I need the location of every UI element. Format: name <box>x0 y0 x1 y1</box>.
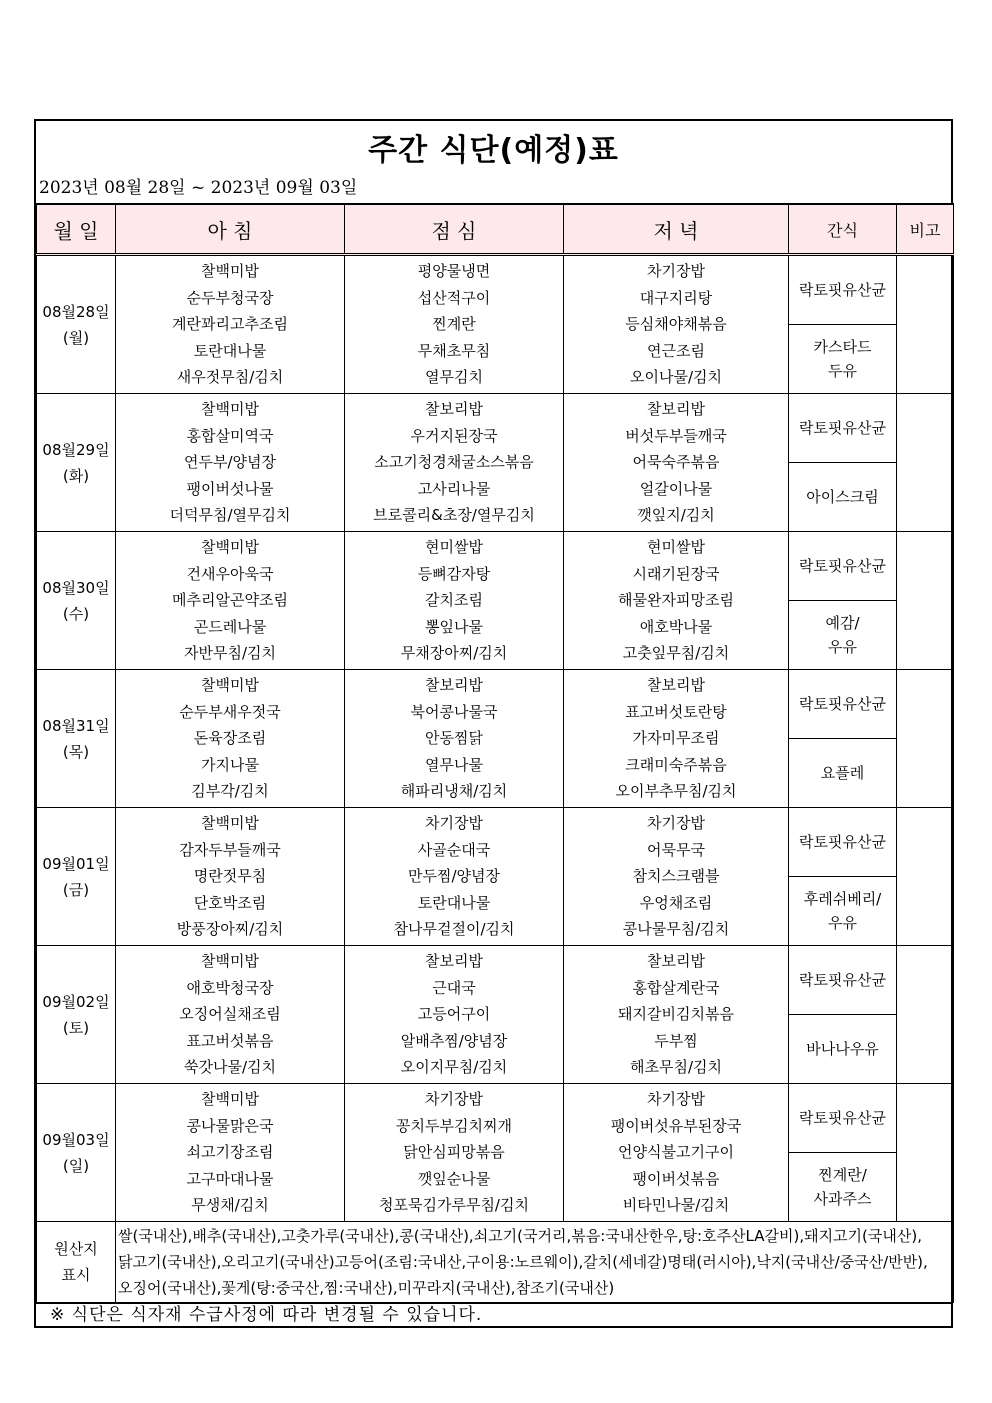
snack-item: 락토핏유산균 <box>799 971 886 989</box>
dinner-cell <box>564 946 789 1084</box>
day-date: 09월03일 <box>42 1130 110 1149</box>
lunch-cell <box>345 532 564 670</box>
lunch-item: 우거지된장국 <box>410 426 498 445</box>
breakfast-item: 표고버섯볶음 <box>186 1031 274 1050</box>
lunch-item: 찰보리밥 <box>425 400 483 419</box>
breakfast-item: 홍합살미역국 <box>186 426 274 445</box>
breakfast-item: 토란대나물 <box>193 341 267 360</box>
dinner-cell <box>564 532 789 670</box>
lunch-item: 무채초무침 <box>417 341 491 360</box>
page-title: 주간 식단(예정)표 <box>368 133 619 168</box>
dinner-item: 팽이버섯볶음 <box>632 1169 720 1188</box>
dinner-item: 어묵무국 <box>647 840 705 859</box>
day-date: 09월01일 <box>42 854 110 873</box>
lunch-cell <box>345 255 564 394</box>
snack-item: 락토핏유산균 <box>799 833 886 851</box>
day-weekday: (목) <box>62 742 90 761</box>
breakfast-item: 찰백미밥 <box>201 952 259 971</box>
lunch-item: 평양물냉면 <box>417 262 491 281</box>
dinner-cell <box>564 255 789 394</box>
dinner-item: 팽이버섯유부된장국 <box>610 1116 742 1135</box>
lunch-cell <box>345 394 564 532</box>
snack-extra <box>789 601 897 670</box>
breakfast-cell <box>116 394 345 532</box>
snack-item: 우유 <box>828 914 857 932</box>
breakfast-item: 쇠고기장조림 <box>186 1143 274 1162</box>
lunch-item: 닭안심피망볶음 <box>403 1143 505 1162</box>
lunch-item: 열무김치 <box>425 368 483 387</box>
lunch-item: 안동찜닭 <box>425 729 483 748</box>
day-cell <box>37 255 116 394</box>
snack-item: 락토핏유산균 <box>799 557 886 575</box>
header-lunch: 점 심 <box>345 204 564 255</box>
lunch-item: 현미쌀밥 <box>425 538 483 557</box>
dinner-item: 깻잎지/김치 <box>637 506 715 525</box>
breakfast-item: 메추리알곤약조림 <box>172 591 288 610</box>
breakfast-item: 단호박조림 <box>193 893 267 912</box>
breakfast-item: 더덕무침/열무김치 <box>169 506 291 525</box>
dinner-item: 대구지리탕 <box>639 288 713 307</box>
breakfast-item: 고구마대나물 <box>186 1169 274 1188</box>
snack-item: 락토핏유산균 <box>799 1109 886 1127</box>
dinner-item: 언양식불고기구이 <box>618 1143 734 1162</box>
breakfast-cell <box>116 808 345 946</box>
day-date: 08월29일 <box>42 440 110 459</box>
breakfast-item: 쑥갓나물/김치 <box>184 1058 276 1077</box>
lunch-item: 참나무겉절이/김치 <box>393 920 515 939</box>
dinner-item: 현미쌀밥 <box>647 538 705 557</box>
lunch-item: 찐계란 <box>432 315 476 334</box>
snack-extra <box>789 739 897 808</box>
lunch-item: 깻잎순나물 <box>417 1169 491 1188</box>
day-cell <box>37 946 116 1084</box>
dinner-item: 오이부추무침/김치 <box>615 782 737 801</box>
dinner-item: 홍합살계란국 <box>632 978 720 997</box>
breakfast-item: 팽이버섯나물 <box>186 479 274 498</box>
dinner-item: 찰보리밥 <box>647 676 705 695</box>
note-cell <box>897 532 954 670</box>
snack-probiotic <box>789 532 897 601</box>
dinner-cell <box>564 808 789 946</box>
lunch-item: 등뼈감자탕 <box>417 564 491 583</box>
note-cell <box>897 808 954 946</box>
snack-item: 락토핏유산균 <box>799 419 886 437</box>
dinner-item: 찰보리밥 <box>647 952 705 971</box>
lunch-item: 브로콜리&초장/열무김치 <box>373 506 535 525</box>
lunch-cell <box>345 670 564 808</box>
day-date: 09월02일 <box>42 992 110 1011</box>
snack-item: 예감/ <box>825 614 860 632</box>
lunch-item: 소고기청경채굴소스볶음 <box>374 453 534 472</box>
dinner-cell <box>564 670 789 808</box>
note-cell <box>897 394 954 532</box>
breakfast-item: 찰백미밥 <box>201 262 259 281</box>
lunch-cell <box>345 946 564 1084</box>
snack-extra <box>789 463 897 532</box>
lunch-item: 섭산적구이 <box>417 288 491 307</box>
lunch-item: 갈치조림 <box>425 591 483 610</box>
dinner-item: 얼갈이나물 <box>639 479 713 498</box>
lunch-item: 해파리냉채/김치 <box>400 782 508 801</box>
lunch-item: 열무나물 <box>425 755 483 774</box>
dinner-item: 차기장밥 <box>647 814 705 833</box>
lunch-item: 뽕잎나물 <box>425 617 483 636</box>
dinner-item: 어묵숙주볶음 <box>632 453 720 472</box>
dinner-item: 등심채야채볶음 <box>625 315 727 334</box>
lunch-item: 북어콩나물국 <box>410 702 498 721</box>
header-note: 비고 <box>897 204 954 255</box>
snack-extra <box>789 1015 897 1084</box>
breakfast-item: 돈육장조림 <box>193 729 267 748</box>
day-cell <box>37 1084 116 1222</box>
note-cell <box>897 1084 954 1222</box>
breakfast-item: 무생채/김치 <box>191 1196 269 1215</box>
day-date: 08월30일 <box>42 578 110 597</box>
breakfast-item: 김부각/김치 <box>191 782 269 801</box>
snack-item: 아이스크림 <box>806 488 879 506</box>
lunch-item: 무채장아찌/김치 <box>400 644 508 663</box>
day-weekday: (화) <box>62 466 90 485</box>
dinner-item: 차기장밥 <box>647 1090 705 1109</box>
dinner-item: 콩나물무침/김치 <box>622 920 730 939</box>
breakfast-item: 가지나물 <box>201 755 259 774</box>
snack-probiotic <box>789 1084 897 1153</box>
dinner-item: 표고버섯토란탕 <box>625 702 727 721</box>
dinner-item: 해초무침/김치 <box>630 1058 722 1077</box>
snack-probiotic <box>789 255 897 325</box>
breakfast-item: 자반무침/김치 <box>184 644 276 663</box>
lunch-item: 고등어구이 <box>417 1005 491 1024</box>
snack-probiotic <box>789 808 897 877</box>
snack-item: 사과주스 <box>813 1190 872 1208</box>
origin-label-line1: 원산지 <box>54 1240 98 1258</box>
day-weekday: (수) <box>62 604 90 623</box>
breakfast-item: 감자두부들깨국 <box>179 840 281 859</box>
day-date: 08월31일 <box>42 716 110 735</box>
breakfast-item: 연두부/양념장 <box>184 453 276 472</box>
dinner-item: 크래미숙주볶음 <box>625 755 727 774</box>
lunch-item: 찰보리밥 <box>425 676 483 695</box>
breakfast-item: 계란꽈리고추조림 <box>172 315 288 334</box>
snack-item: 바나나우유 <box>806 1040 879 1058</box>
lunch-item: 차기장밥 <box>425 1090 483 1109</box>
dinner-item: 참치스크램블 <box>632 867 720 886</box>
dinner-item: 고춧잎무침/김치 <box>622 644 730 663</box>
note-cell <box>897 255 954 394</box>
dinner-item: 연근조림 <box>647 341 705 360</box>
menu-sheet <box>34 119 953 1328</box>
header-snack: 간식 <box>789 204 897 255</box>
dinner-item: 돼지갈비김치볶음 <box>618 1005 734 1024</box>
footer-note: ※ 식단은 식자재 수급사정에 따라 변경될 수 있습니다. <box>36 1303 951 1326</box>
lunch-item: 오이지무침/김치 <box>400 1058 508 1077</box>
lunch-item: 근대국 <box>432 978 476 997</box>
origin-label-line2: 표시 <box>61 1266 91 1284</box>
day-weekday: (금) <box>62 880 90 899</box>
breakfast-cell <box>116 1084 345 1222</box>
breakfast-item: 건새우아욱국 <box>186 564 274 583</box>
snack-item: 두유 <box>828 362 857 380</box>
snack-extra <box>789 1153 897 1222</box>
breakfast-item: 찰백미밥 <box>201 814 259 833</box>
snack-item: 락토핏유산균 <box>799 281 886 299</box>
breakfast-item: 애호박청국장 <box>186 978 274 997</box>
snack-item: 찐계란/ <box>818 1166 867 1184</box>
dinner-item: 우엉채조림 <box>639 893 713 912</box>
dinner-item: 버섯두부들깨국 <box>625 426 727 445</box>
breakfast-cell <box>116 532 345 670</box>
lunch-item: 만두찜/양념장 <box>408 867 500 886</box>
dinner-cell <box>564 394 789 532</box>
day-cell <box>37 808 116 946</box>
lunch-cell <box>345 1084 564 1222</box>
lunch-item: 사골순대국 <box>417 840 491 859</box>
breakfast-item: 방풍장아찌/김치 <box>176 920 284 939</box>
day-cell <box>37 394 116 532</box>
dinner-item: 차기장밥 <box>647 262 705 281</box>
dinner-item: 찰보리밥 <box>647 400 705 419</box>
day-weekday: (월) <box>62 328 90 347</box>
snack-extra <box>789 325 897 394</box>
dinner-item: 시래기된장국 <box>632 564 720 583</box>
breakfast-item: 명란젓무침 <box>193 867 267 886</box>
snack-extra <box>789 877 897 946</box>
header-day: 월 일 <box>37 204 116 255</box>
lunch-item: 꽁치두부김치찌개 <box>396 1116 512 1135</box>
breakfast-item: 찰백미밥 <box>201 676 259 695</box>
day-cell <box>37 532 116 670</box>
breakfast-item: 찰백미밥 <box>201 400 259 419</box>
breakfast-item: 순두부청국장 <box>186 288 274 307</box>
snack-item: 카스타드 <box>813 338 872 356</box>
lunch-item: 토란대나물 <box>417 893 491 912</box>
snack-item: 우유 <box>828 638 857 656</box>
snack-probiotic <box>789 946 897 1015</box>
lunch-item: 알배추찜/양념장 <box>400 1031 508 1050</box>
breakfast-item: 새우젓무침/김치 <box>176 368 284 387</box>
breakfast-item: 오징어실채조림 <box>179 1005 281 1024</box>
dinner-item: 애호박나물 <box>639 617 713 636</box>
snack-item: 요플레 <box>820 764 865 782</box>
note-cell <box>897 670 954 808</box>
breakfast-item: 콩나물맑은국 <box>186 1116 274 1135</box>
snack-item: 후레쉬베리/ <box>803 890 882 908</box>
breakfast-item: 찰백미밥 <box>201 538 259 557</box>
breakfast-item: 곤드레나물 <box>193 617 267 636</box>
breakfast-cell <box>116 255 345 394</box>
period-range: 2023년 08월 28일 ~ 2023년 09월 03일 <box>39 178 358 198</box>
dinner-item: 가자미무조림 <box>632 729 720 748</box>
lunch-item: 고사리나물 <box>417 479 491 498</box>
day-date: 08월28일 <box>42 302 110 321</box>
note-cell <box>897 946 954 1084</box>
dinner-item: 해물완자피망조림 <box>618 591 734 610</box>
lunch-item: 청포묵김가루무침/김치 <box>379 1196 529 1215</box>
dinner-item: 오이나물/김치 <box>630 368 722 387</box>
dinner-cell <box>564 1084 789 1222</box>
header-dinner: 저 녁 <box>564 204 789 255</box>
day-cell <box>37 670 116 808</box>
lunch-item: 찰보리밥 <box>425 952 483 971</box>
day-weekday: (토) <box>62 1018 90 1037</box>
menu-table <box>36 203 954 1303</box>
breakfast-cell <box>116 670 345 808</box>
dinner-item: 두부찜 <box>654 1031 698 1050</box>
day-weekday: (일) <box>62 1156 90 1175</box>
snack-item: 락토핏유산균 <box>799 695 886 713</box>
breakfast-item: 순두부새우젓국 <box>179 702 281 721</box>
dinner-item: 비타민나물/김치 <box>622 1196 730 1215</box>
breakfast-item: 찰백미밥 <box>201 1090 259 1109</box>
lunch-item: 차기장밥 <box>425 814 483 833</box>
origin-label <box>37 1222 116 1303</box>
snack-probiotic <box>789 670 897 739</box>
header-breakfast: 아 침 <box>116 204 345 255</box>
breakfast-cell <box>116 946 345 1084</box>
menu-body <box>37 255 954 1222</box>
lunch-cell <box>345 808 564 946</box>
origin-text: 쌀(국내산),배추(국내산),고춧가루(국내산),콩(국내산),쇠고기(국거리,볶음:국내산한우,탕:호주산LA갈비),돼지고기(국내산),닭고기(국내산),오리고기(국내산)고등어(조림:국내산,구이용:노르웨이),갈치(세네갈)명태(러시아),낙지(국내산/중국산/반반),오징어(국내산),꽃게(탕:중국산,찜:국내산),미꾸라지(국내산),참조기(국내산) <box>116 1222 954 1303</box>
snack-probiotic <box>789 394 897 463</box>
